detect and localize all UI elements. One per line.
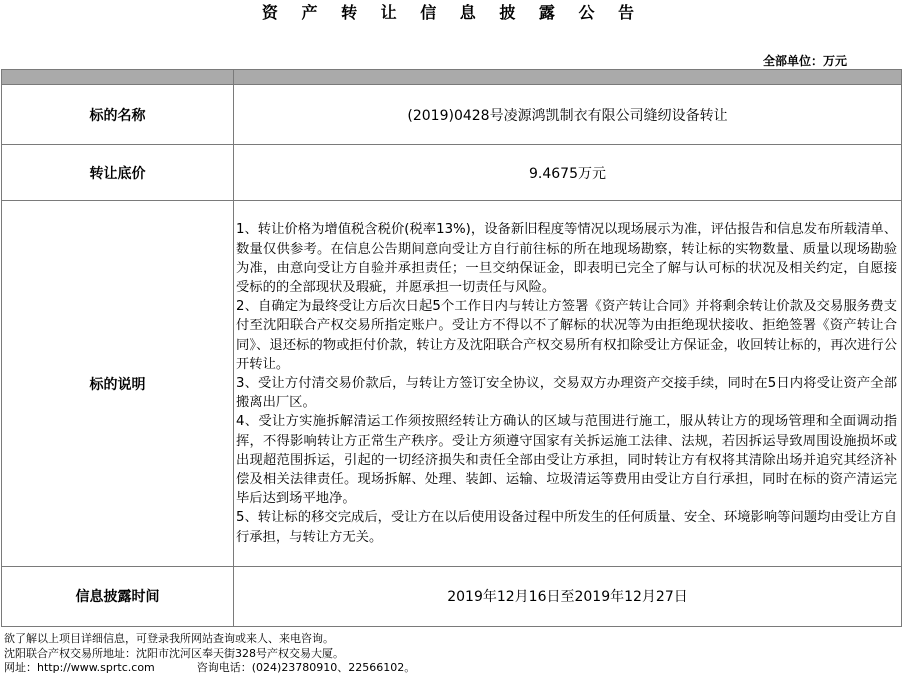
target-name-label: 标的名称: [2, 85, 234, 145]
note-item: 2、自确定为最终受让方后次日起5个工作日内与转让方签署《资产转让合同》并将剩余转让价款及交易服务费支付至沈阳联合产权交易所指定账户。受让方不得以不了解标的状况等为由拒绝现状接收、拒绝签署《资产转让合同》、退还标的物或拒付价款，转让方及沈阳联合产权交易所有权扣除受让方保证金，收回转让标的，再次进行公开转让。: [236, 299, 897, 372]
target-notes-content: [234, 201, 902, 566]
footer-info: [4, 632, 415, 676]
header-cell-right: [234, 70, 902, 85]
footer-inquiry-note: 欲了解以上项目详细信息，可登录我所网站查询或来人、来电咨询。: [4, 632, 334, 645]
target-notes-label: 标的说明: [2, 201, 234, 566]
disclosure-period-value: 2019年12月16日至2019年12月27日: [234, 566, 902, 626]
phone-number: 咨询电话：(024)23780910、22566102。: [196, 661, 416, 674]
table-header-row: [2, 70, 902, 85]
note-item: 5、转让标的移交完成后，受让方在以后使用设备过程中所发生的任何质量、安全、环境影响等问题均由受让方自行承担，与转让方无关。: [236, 510, 897, 545]
unit-note: 全部单位：万元: [762, 54, 847, 68]
reserve-price-value: 9.4675万元: [234, 145, 902, 201]
header-cell-left: [2, 70, 234, 85]
row-target-notes: [2, 201, 902, 566]
note-item: 1、转让价格为增值税含税价(税率13%)，设备新旧程度等情况以现场展示为准，评估报告和信息发布所载清单、数量仅供参考。在信息公告期间意向受让方自行前往标的所在地现场勘察，转让标的实物数量、质量以现场勘验为准，由意向受让方自验并承担责任；一旦交纳保证金，即表明已完全了解与认可标的状况及相关约定，自愿接受标的的全部现状及瑕疵，并愿承担一切责任与风险。: [236, 222, 897, 295]
reserve-price-label: 转让底价: [2, 145, 234, 201]
footer-contact-line: [4, 661, 415, 676]
row-disclosure-period: [2, 566, 902, 626]
target-name-value: (2019)0428号凌源鸿凯制衣有限公司缝纫设备转让: [234, 85, 902, 145]
disclosure-table: [1, 69, 902, 627]
row-reserve-price: [2, 145, 902, 201]
website-link[interactable]: 网址：http://www.sprtc.com: [4, 661, 155, 674]
page-title: 资 产 转 让 信 息 披 露 公 告: [261, 3, 644, 22]
row-target-name: [2, 85, 902, 145]
note-item: 3、受让方付清交易价款后，与转让方签订安全协议，交易双方办理资产交接手续，同时在5日内将受让资产全部搬离出厂区。: [236, 375, 897, 411]
footer-address: 沈阳联合产权交易所地址：沈阳市沈河区奉天街328号产权交易大厦。: [4, 646, 344, 660]
disclosure-period-label: 信息披露时间: [2, 566, 234, 626]
note-item: 4、受让方实施拆解清运工作须按照经转让方确认的区域与范围进行施工，服从转让方的现场管理和全面调动指挥，不得影响转让方正常生产秩序。受让方须遵守国家有关拆运施工法律、法规，若因拆运导致周围设施损坏或出现超范围拆运，引起的一切经济损失和责任全部由受让方承担，同时转让方有权将其清除出场并追究其经济补偿及相关法律责任。现场拆解、处理、装卸、运输、垃圾清运等费用由受让方自行承担，同时在标的资产清运完毕后达到场平地净。: [236, 414, 897, 507]
